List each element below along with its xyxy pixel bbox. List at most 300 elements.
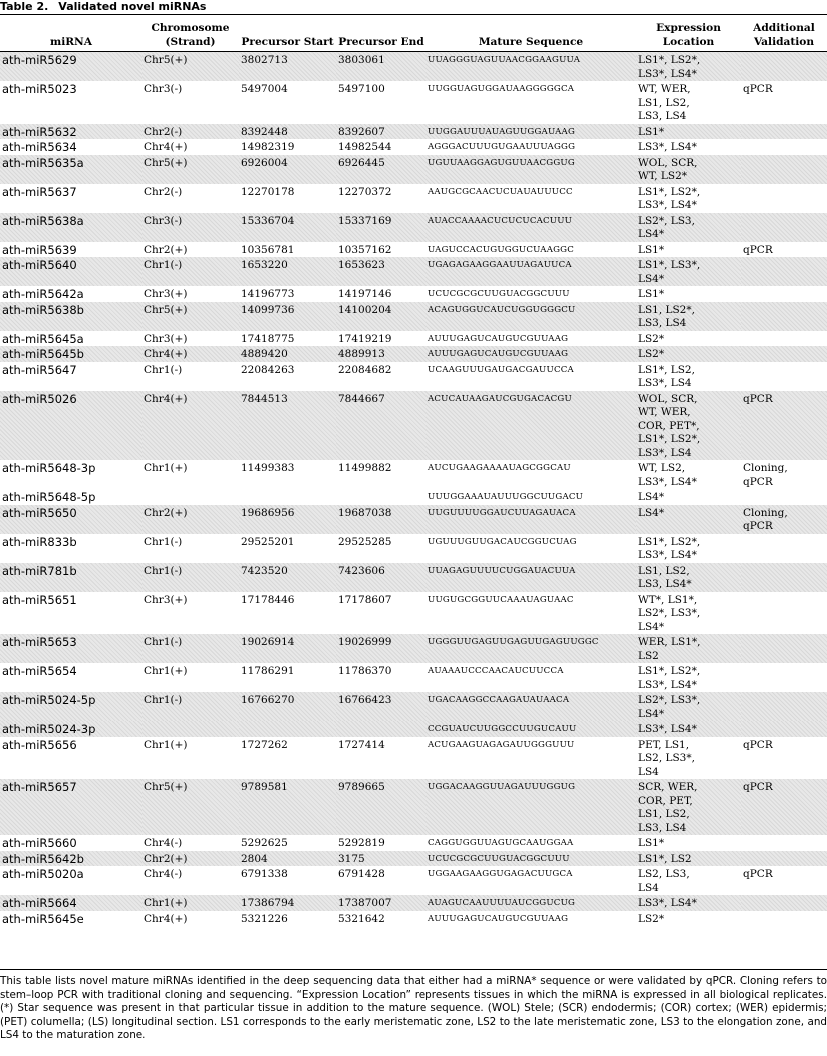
cell-expression-location-line: LS1, LS2, [638, 808, 690, 820]
cell-additional-validation [741, 257, 827, 286]
cell-mature-sequence: UGGGUUGAGUUGAGUUGAGUUGGC [426, 634, 636, 663]
cell-precursor-end: 1727414 [338, 738, 385, 751]
cell-mirna: ath-miR5638a [0, 213, 142, 242]
cell-precursor-end: 14982544 [338, 141, 392, 153]
table-row [0, 692, 827, 721]
cell-expression-location [636, 692, 741, 721]
cell-expression-location-line: LS1* [638, 288, 665, 300]
cell-expression-location-line: LS2*, LS3*, [638, 694, 701, 706]
cell-expression-location [636, 242, 741, 258]
cell-chromosome: Chr4(+) [144, 141, 188, 153]
cell-precursor-end: 5497100 [338, 83, 385, 95]
cell-mature-sequence: UUAGGGUAGUUAACGGAAGUUA [426, 52, 636, 82]
table-row [0, 866, 827, 895]
cell-expression-location-line: LS3*, LS4* [638, 723, 697, 735]
cell-precursor-end: 5292819 [338, 837, 385, 849]
cell-mature-sequence: UGACAAGGCCAAGAUAUAACA [426, 692, 636, 721]
cell-precursor-end: 4889913 [336, 346, 426, 362]
cell-chromosome: Chr1(-) [144, 535, 183, 548]
cell-mirna: ath-miR5640 [0, 257, 142, 286]
cell-expression-location-line: LS1*, LS2*, [638, 185, 701, 198]
cell-expression-location [636, 184, 741, 213]
cell-mirna: ath-miR781b [0, 563, 142, 592]
cell-expression-location [636, 634, 741, 663]
header-expression-location: Expression Location [636, 15, 741, 52]
cell-precursor-start: 17386794 [239, 895, 336, 911]
cell-mature-sequence: AAUGCGCAACUCUAUAUUUCC [428, 186, 573, 197]
cell-mirna: ath-miR5656 [2, 737, 77, 752]
cell-mature-sequence: AUACCAAAACUCUCUCACUUU [426, 213, 636, 242]
cell-precursor-start [239, 721, 336, 737]
cell-mature-sequence: ACUGAAGUAGAGAUUGGGUUU [428, 739, 575, 750]
cell-precursor-end: 3803061 [336, 52, 426, 82]
cell-additional-validation-line: qPCR [743, 868, 773, 880]
cell-precursor-start: 5497004 [241, 83, 288, 95]
cell-additional-validation-line: qPCR [743, 243, 773, 256]
cell-additional-validation [741, 302, 827, 331]
cell-expression-location-line: LS4 [638, 765, 659, 778]
cell-expression-location [636, 737, 741, 780]
cell-chromosome: Chr5(+) [142, 302, 239, 331]
header-row [0, 15, 827, 52]
cell-chromosome: Chr4(+) [144, 912, 188, 925]
header-mature-sequence: Mature Sequence [426, 15, 636, 52]
cell-mirna: ath-miR5642b [0, 851, 142, 867]
cell-precursor-end: 10357162 [338, 243, 392, 256]
cell-mature-sequence: UGGACAAGGUUAGAUUUGGUG [426, 779, 636, 835]
cell-precursor-start: 14196773 [241, 288, 295, 300]
cell-additional-validation [741, 331, 827, 347]
cell-mature-sequence: UUUGGAAAUAUUUGGCUUGACU [428, 492, 584, 502]
table-footnote: This table lists novel mature miRNAs identified in the deep sequencing data that either had a miRNA* sequence or were validated by qPCR. Cloning refers to stem–loop PCR with traditional cloning and sequencing. “Expression Location” represents tissues in which the miRNA is expressed in all biological replicates. (*) Star sequence was present in that particular tissue in addition to the mature sequence. (WOL) Stele; (SCR) endodermis; (COR) cortex; (WER) epidermis; (PET) columella; (LS) longitudinal section. LS1 corresponds to the early meristematic zone, LS2 to the late meristematic zone, LS3 to the elongation zone, and LS4 to the maturation zone. [0, 975, 827, 1042]
cell-expression-location-line: LS1*, LS3*, [638, 259, 701, 271]
cell-additional-validation [741, 139, 827, 155]
cell-mature-sequence: ACAGUGGUCAUCUGGUGGGCU [426, 302, 636, 331]
cell-additional-validation [741, 911, 827, 927]
cell-expression-location-line: LS4* [638, 620, 665, 633]
cell-expression-location [636, 866, 741, 895]
cell-additional-validation [741, 460, 827, 489]
cell-expression-location-line: COR, PET*, [638, 419, 700, 432]
cell-expression-location [636, 779, 741, 835]
cell-additional-validation [741, 242, 827, 258]
cell-precursor-start: 4889420 [239, 346, 336, 362]
table-row [0, 779, 827, 835]
cell-precursor-start: 2804 [239, 851, 336, 867]
cell-precursor-start: 19686956 [239, 505, 336, 534]
cell-additional-validation [741, 489, 827, 505]
cell-expression-location-line: LS3*, LS4 [638, 377, 692, 389]
cell-expression-location-line: LS4 [638, 881, 659, 894]
table-row [0, 124, 827, 140]
cell-chromosome: Chr3(+) [144, 288, 188, 300]
cell-chromosome: Chr4(+) [142, 391, 239, 461]
table-title [0, 0, 206, 14]
cell-chromosome: Chr2(-) [142, 124, 239, 140]
cell-expression-location [636, 505, 741, 534]
cell-expression-location-line: WT, WER, [638, 406, 691, 418]
cell-expression-location [636, 81, 741, 124]
cell-chromosome: Chr5(+) [142, 52, 239, 82]
header-precursor-end: Precursor End [336, 15, 426, 52]
cell-additional-validation [741, 721, 827, 737]
cell-chromosome: Chr2(+) [142, 505, 239, 534]
cell-additional-validation [741, 592, 827, 635]
cell-precursor-start: 7423520 [239, 563, 336, 592]
cell-expression-location-line: SCR, WER, [638, 781, 698, 793]
table-row [0, 139, 827, 155]
cell-precursor-end: 29525285 [338, 535, 392, 548]
table-row [0, 737, 827, 780]
cell-expression-location [636, 302, 741, 331]
cell-additional-validation [741, 866, 827, 895]
cell-chromosome: Chr1(+) [144, 738, 188, 751]
cell-additional-validation [741, 391, 827, 461]
cell-expression-location-line: LS2*, LS3*, [638, 607, 701, 619]
cell-additional-validation-line: Cloning, [743, 462, 788, 474]
cell-expression-location-line: LS1*, LS2*, [638, 433, 701, 445]
cell-expression-location [636, 286, 741, 302]
cell-precursor-start [239, 489, 336, 505]
cell-mature-sequence: CCGUAUCUUGGCCUUGUCAUU [426, 721, 636, 737]
cell-expression-location [636, 835, 741, 851]
cell-additional-validation [741, 634, 827, 663]
table-row [0, 460, 827, 489]
cell-expression-location-line: LS3, LS4 [638, 317, 687, 329]
cell-expression-location [636, 124, 741, 140]
cell-chromosome: Chr4(-) [144, 837, 183, 849]
cell-expression-location [636, 139, 741, 155]
cell-expression-location-line: WT, LS2, [638, 462, 686, 474]
table-row [0, 346, 827, 362]
cell-expression-location-line: LS2, LS3, [638, 868, 690, 880]
cell-precursor-end: 8392607 [336, 124, 426, 140]
cell-precursor-start: 3802713 [239, 52, 336, 82]
header-additional-validation: Additional Validation [741, 15, 827, 52]
cell-expression-location-line: LS1* [638, 125, 665, 138]
cell-additional-validation [741, 52, 827, 82]
cell-precursor-end: 5321642 [338, 912, 385, 925]
cell-mature-sequence: CAGGUGGUUAGUGCAAUGGAA [428, 838, 574, 848]
table-label: Table 2. [0, 0, 49, 13]
cell-precursor-start: 15336704 [239, 213, 336, 242]
cell-precursor-start: 12270178 [241, 185, 295, 198]
cell-expression-location-line: LS4* [638, 228, 665, 240]
cell-expression-location-line: WOL, SCR, [638, 156, 698, 169]
cell-additional-validation [741, 184, 827, 213]
cell-precursor-start: 22084263 [241, 363, 295, 376]
cell-additional-validation [741, 851, 827, 867]
cell-mature-sequence: UGAGAGAAGGAAUUAGAUUCA [426, 257, 636, 286]
cell-mirna: ath-miR5653 [0, 634, 142, 663]
cell-expression-location-line: WT, LS2* [638, 170, 688, 182]
table-title-text: Validated novel miRNAs [58, 0, 207, 13]
cell-additional-validation [741, 213, 827, 242]
table-row [0, 851, 827, 867]
table-body [0, 52, 827, 927]
cell-precursor-end: 11786370 [338, 665, 392, 677]
table-row [0, 634, 827, 663]
cell-additional-validation [741, 362, 827, 391]
cell-chromosome: Chr4(+) [142, 346, 239, 362]
cell-precursor-start: 17418775 [241, 332, 295, 345]
cell-expression-location-line: LS2* [638, 332, 665, 345]
cell-expression-location-line: LS4* [638, 707, 665, 720]
cell-precursor-start: 6926004 [239, 155, 336, 184]
cell-precursor-start: 5292625 [241, 837, 288, 849]
cell-expression-location-line: WT*, LS1*, [638, 593, 698, 606]
cell-chromosome: Chr1(-) [142, 563, 239, 592]
cell-mirna: ath-miR833b [2, 534, 77, 549]
cell-mature-sequence: UAGUCCACUGUGGUCUAAGGC [428, 244, 575, 255]
cell-expression-location [636, 213, 741, 242]
cell-expression-location [636, 663, 741, 692]
cell-expression-location [636, 331, 741, 347]
cell-precursor-start: 1727262 [241, 738, 288, 751]
cell-expression-location-line: LS3, LS4 [638, 821, 687, 834]
cell-additional-validation [741, 663, 827, 692]
cell-additional-validation [741, 124, 827, 140]
cell-expression-location-line: LS1, LS2, [638, 564, 690, 577]
cell-chromosome: Chr5(+) [142, 779, 239, 835]
cell-expression-location-line: LS1* [638, 837, 665, 849]
table-row [0, 331, 827, 347]
cell-precursor-end: 16766423 [336, 692, 426, 721]
cell-precursor-end: 6926445 [336, 155, 426, 184]
cell-mirna: ath-miR5645b [0, 346, 142, 362]
cell-mature-sequence: AUUUGAGUCAUGUCGUUAAG [426, 346, 636, 362]
cell-expression-location-line: COR, PET, [638, 794, 693, 807]
cell-expression-location [636, 346, 741, 362]
cell-expression-location-line: LS3*, LS4 [638, 446, 692, 459]
table-row [0, 52, 827, 82]
cell-expression-location [636, 257, 741, 286]
table-bottom-rule [0, 969, 827, 970]
cell-precursor-start: 16766270 [239, 692, 336, 721]
cell-expression-location-line: LS3*, LS4* [638, 475, 697, 488]
cell-chromosome: Chr1(-) [142, 634, 239, 663]
cell-precursor-end: 7844667 [336, 391, 426, 461]
cell-expression-location-line: LS2* [638, 912, 665, 925]
cell-expression-location-line: LS4* [638, 506, 665, 519]
cell-chromosome: Chr3(-) [144, 83, 183, 95]
cell-expression-location-line: PET, LS1, [638, 738, 690, 751]
table-row [0, 184, 827, 213]
table-row [0, 242, 827, 258]
cell-mature-sequence: UCUCGCGCUUGUACGGCUUU [426, 851, 636, 867]
header-mirna: miRNA [0, 15, 142, 52]
cell-expression-location-line: LS3*, LS4* [638, 141, 697, 153]
cell-expression-location [636, 489, 741, 505]
cell-expression-location-line: LS1, LS2*, [638, 303, 695, 316]
cell-additional-validation-line: qPCR [743, 475, 773, 488]
cell-additional-validation [741, 505, 827, 534]
cell-additional-validation-line: Cloning, [743, 506, 788, 519]
cell-precursor-start: 1653220 [239, 257, 336, 286]
cell-additional-validation-line: qPCR [743, 83, 773, 95]
cell-mature-sequence: UGUUAAGGAGUGUUAACGGUG [426, 155, 636, 184]
cell-mirna: ath-miR5654 [2, 664, 77, 678]
cell-mature-sequence: UCUCGCGCUUGUACGGCUUU [428, 289, 570, 299]
cell-expression-location-line: LS1* [638, 243, 665, 256]
cell-precursor-start: 17178446 [241, 593, 295, 606]
cell-mirna: ath-miR5024-3p [0, 721, 142, 737]
cell-mature-sequence: UUGGAUUUAUAGUUGGAUAAG [426, 124, 636, 140]
cell-additional-validation [741, 563, 827, 592]
cell-precursor-start: 10356781 [241, 243, 295, 256]
table-row [0, 534, 827, 563]
cell-expression-location [636, 895, 741, 911]
cell-expression-location-line: LS1*, LS2, [638, 363, 695, 376]
cell-expression-location-line: WOL, SCR, [638, 392, 698, 405]
cell-mirna: ath-miR5023 [2, 82, 77, 96]
cell-mirna: ath-miR5648-5p [2, 490, 96, 504]
cell-mature-sequence: ACUCAUAAGAUCGUGACACGU [426, 391, 636, 461]
cell-expression-location-line: LS3*, LS4* [638, 549, 697, 561]
table-row [0, 592, 827, 635]
cell-mature-sequence: AUAAAUCCCAACAUCUUCCA [428, 666, 564, 676]
cell-mature-sequence: AUCUGAAGAAAAUAGCGGCAU [428, 463, 571, 473]
cell-chromosome [142, 721, 239, 737]
cell-additional-validation [741, 737, 827, 780]
cell-mirna: ath-miR5632 [0, 124, 142, 140]
cell-precursor-start: 11499383 [241, 462, 295, 474]
cell-expression-location-line: LS3, LS4* [638, 578, 692, 590]
cell-mirna: ath-miR5645a [2, 331, 84, 346]
cell-chromosome: Chr1(-) [142, 257, 239, 286]
cell-mirna: ath-miR5024-5p [0, 692, 142, 721]
cell-chromosome: Chr2(+) [142, 851, 239, 867]
cell-precursor-end: 22084682 [338, 363, 392, 376]
cell-precursor-end: 15337169 [336, 213, 426, 242]
table-row [0, 911, 827, 927]
cell-chromosome: Chr1(-) [144, 363, 183, 376]
cell-expression-location-line: LS1*, LS2*, [638, 535, 701, 548]
cell-mature-sequence: UUGUUUUGGAUCUUAGAUACA [426, 505, 636, 534]
cell-precursor-start: 7844513 [239, 391, 336, 461]
cell-expression-location-line: LS2 [638, 649, 659, 662]
cell-mature-sequence: UGGAAGAAGGUGAGACUUGCA [428, 869, 573, 879]
cell-chromosome: Chr5(+) [142, 155, 239, 184]
cell-mirna: ath-miR5629 [0, 52, 142, 82]
cell-chromosome: Chr2(-) [144, 185, 183, 198]
cell-precursor-start: 14099736 [239, 302, 336, 331]
cell-mirna: ath-miR5647 [2, 362, 77, 377]
cell-precursor-start: 8392448 [239, 124, 336, 140]
cell-mirna: ath-miR5639 [2, 242, 77, 257]
cell-expression-location-line: LS1, LS2, [638, 96, 690, 109]
cell-precursor-end: 14100204 [336, 302, 426, 331]
cell-additional-validation [741, 779, 827, 835]
cell-mature-sequence: AUAGUCAAUUUUAUCGGUCUG [426, 895, 636, 911]
cell-expression-location [636, 391, 741, 461]
cell-additional-validation-line: qPCR [743, 520, 773, 532]
cell-mature-sequence: UUGGUAGUGGAUAAGGGGGCA [428, 84, 575, 94]
table-row [0, 505, 827, 534]
cell-additional-validation-line: qPCR [743, 392, 773, 405]
cell-additional-validation [741, 81, 827, 124]
cell-mirna: ath-miR5026 [0, 391, 142, 461]
cell-chromosome: Chr3(+) [144, 332, 188, 345]
cell-precursor-start: 6791338 [241, 868, 288, 880]
cell-chromosome: Chr2(+) [144, 243, 188, 256]
cell-precursor-end: 14197146 [338, 288, 392, 300]
cell-mature-sequence: UCAAGUUUGAUGACGAUUCCA [428, 364, 574, 375]
cell-mirna: ath-miR5651 [2, 592, 77, 607]
cell-expression-location-line: LS1*, LS2*, [638, 665, 701, 677]
table-row [0, 286, 827, 302]
cell-precursor-end: 11499882 [338, 462, 392, 474]
cell-expression-location [636, 911, 741, 927]
cell-additional-validation [741, 286, 827, 302]
cell-precursor-end [336, 489, 426, 505]
cell-expression-location-line: LS2* [638, 348, 665, 360]
cell-mirna: ath-miR5642a [2, 287, 84, 301]
cell-expression-location [636, 592, 741, 635]
table-row [0, 489, 827, 505]
cell-chromosome [142, 489, 239, 505]
cell-precursor-end: 9789665 [336, 779, 426, 835]
cell-mature-sequence: AUUUGAGUCAUGUCGUUAAG [428, 913, 569, 924]
cell-precursor-start: 14982319 [241, 141, 295, 153]
table-row [0, 563, 827, 592]
cell-precursor-end [336, 721, 426, 737]
cell-additional-validation-line: qPCR [743, 738, 773, 751]
cell-expression-location [636, 534, 741, 563]
cell-chromosome: Chr3(+) [144, 593, 188, 606]
table-row [0, 213, 827, 242]
cell-additional-validation [741, 895, 827, 911]
cell-mirna: ath-miR5645e [2, 911, 84, 926]
cell-precursor-end: 7423606 [336, 563, 426, 592]
cell-chromosome: Chr1(+) [144, 665, 188, 677]
header-precursor-start: Precursor Start [239, 15, 336, 52]
cell-precursor-end: 17387007 [336, 895, 426, 911]
cell-precursor-end: 17419219 [338, 332, 392, 345]
table-row [0, 81, 827, 124]
cell-expression-location-line: LS2*, LS3, [638, 214, 695, 227]
cell-mirna: ath-miR5635a [0, 155, 142, 184]
cell-mirna: ath-miR5634 [2, 140, 77, 154]
cell-precursor-end: 19687038 [336, 505, 426, 534]
cell-expression-location-line: LS1*, LS2 [638, 852, 692, 865]
cell-expression-location-line: LS4* [638, 491, 665, 503]
table-row [0, 721, 827, 737]
cell-expression-location [636, 52, 741, 82]
cell-mature-sequence: UUAGAGUUUUCUGGAUACUUA [426, 563, 636, 592]
cell-mature-sequence: AUUUGAGUCAUGUCGUUAAG [428, 333, 569, 344]
cell-expression-location [636, 362, 741, 391]
cell-precursor-end: 6791428 [338, 868, 385, 880]
table-row [0, 391, 827, 461]
table-header [0, 15, 827, 52]
cell-expression-location-line: LS3*, LS4* [638, 199, 697, 211]
cell-expression-location [636, 460, 741, 489]
cell-mirna: ath-miR5020a [2, 867, 84, 881]
cell-precursor-start: 19026914 [239, 634, 336, 663]
table-row [0, 895, 827, 911]
table-row [0, 362, 827, 391]
cell-mirna: ath-miR5648-3p [2, 461, 96, 475]
cell-mature-sequence: AGGGACUUUGUGAAUUUAGGG [428, 142, 576, 152]
cell-expression-location-line: LS3*, LS4* [638, 897, 697, 909]
cell-expression-location-line: WT, WER, [638, 83, 691, 95]
cell-expression-location [636, 721, 741, 737]
cell-mature-sequence: UUGUGCGGUUCAAAUAGUAAC [428, 594, 574, 605]
cell-chromosome: Chr1(+) [142, 895, 239, 911]
cell-mirna: ath-miR5657 [0, 779, 142, 835]
table-row [0, 155, 827, 184]
